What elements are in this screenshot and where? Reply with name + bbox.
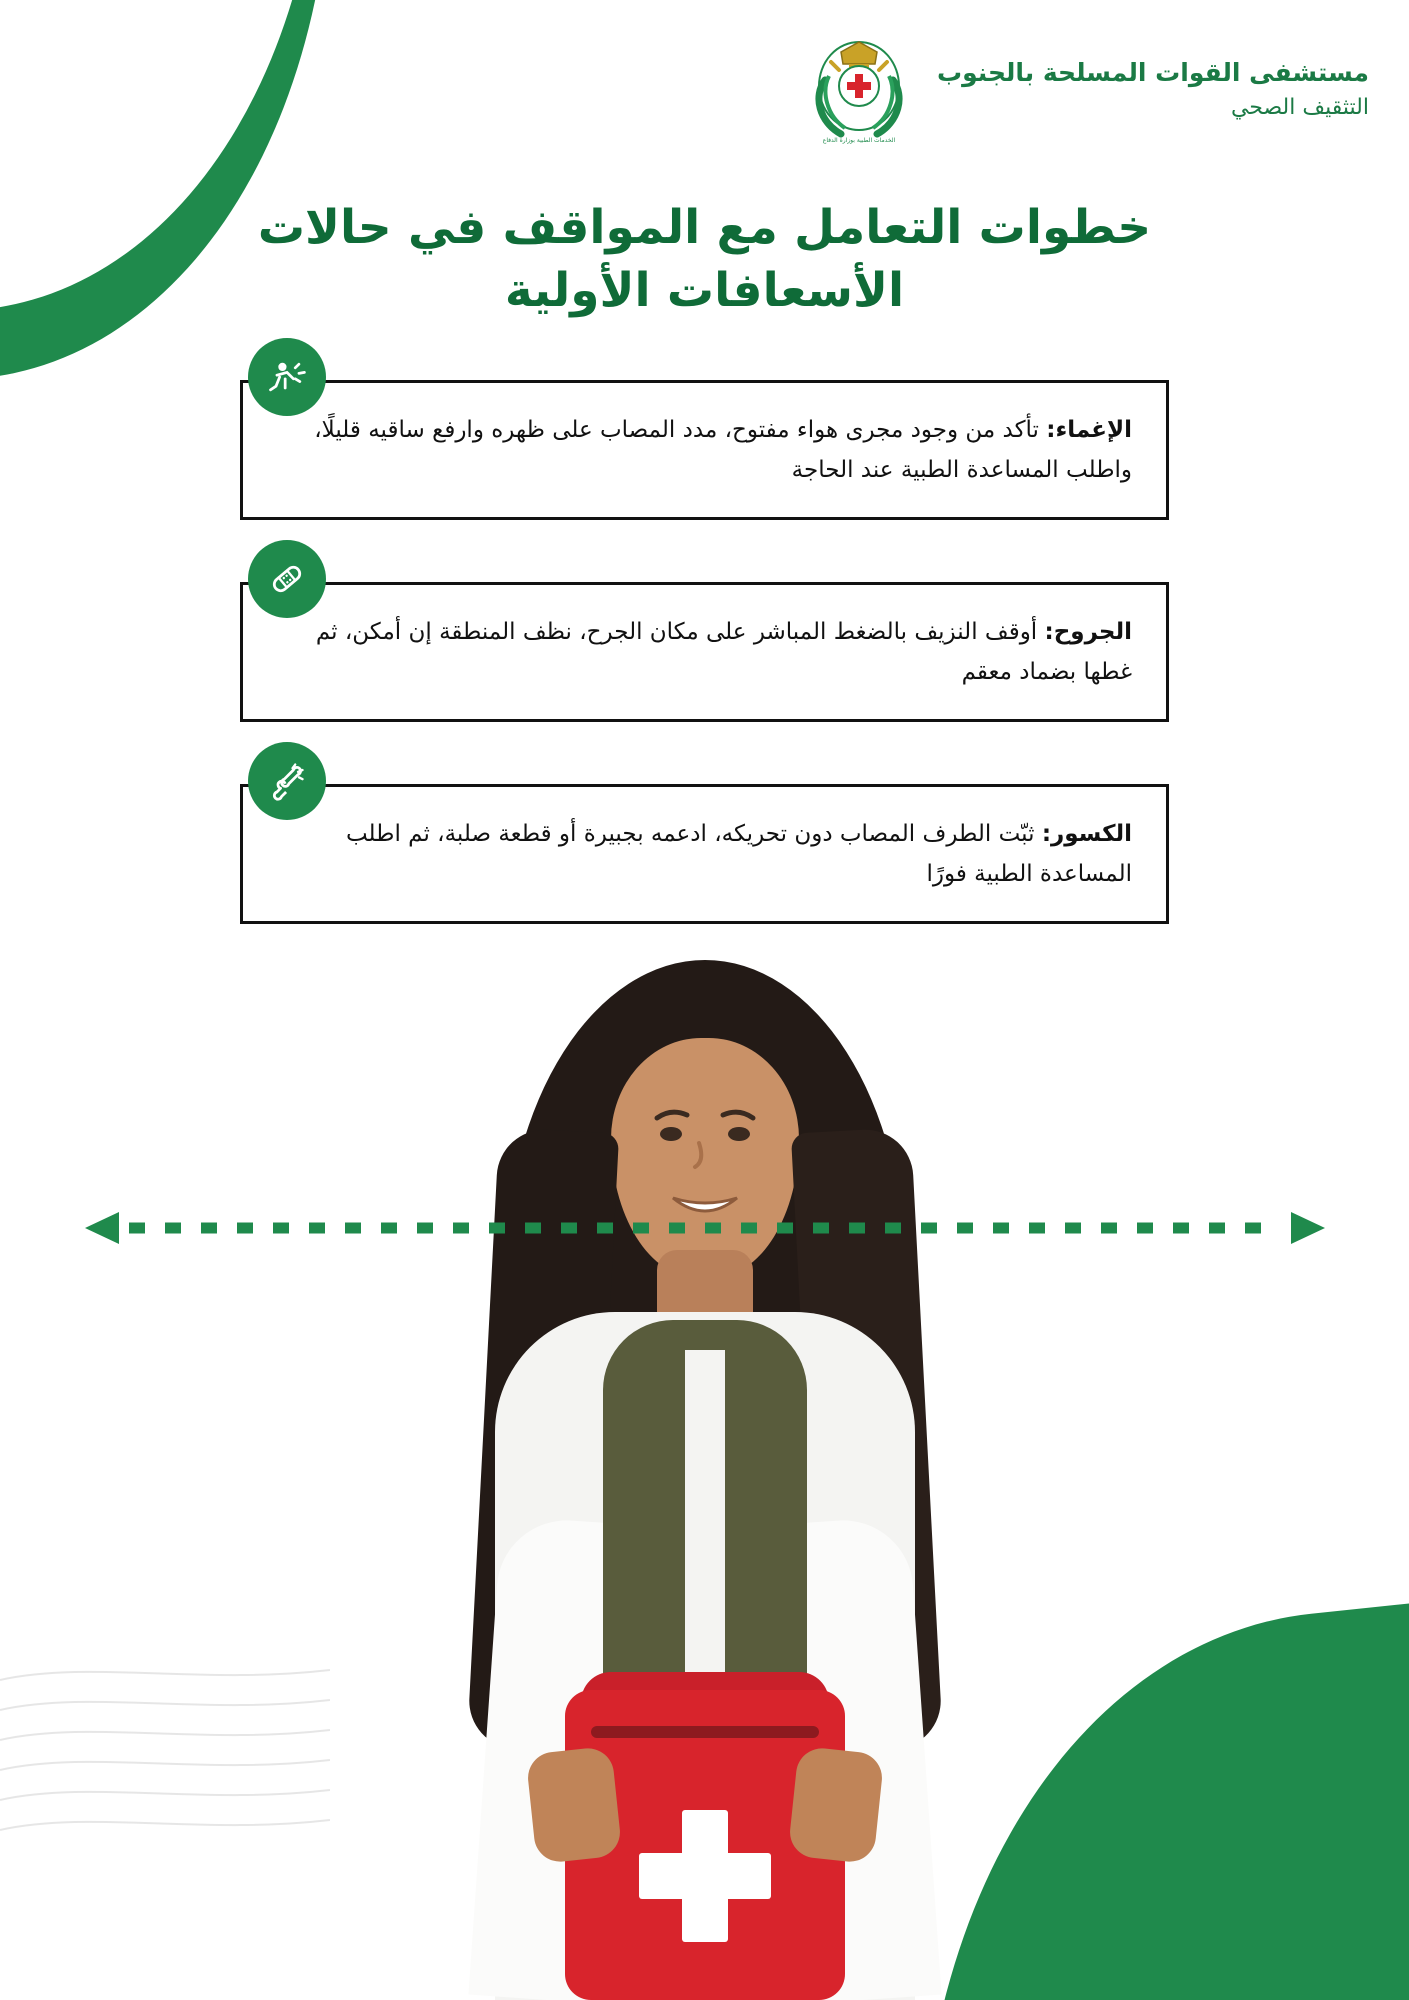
card-fractures-heading: الكسور:	[1041, 820, 1132, 847]
hospital-name: مستشفى القوات المسلحة بالجنوب	[937, 57, 1369, 87]
first-aid-cards	[240, 380, 1169, 986]
broken-bone-icon	[248, 742, 326, 820]
card-fainting-box	[240, 380, 1169, 520]
card-fainting-heading: الإغماء:	[1046, 416, 1132, 443]
department-name: التثقيف الصحي	[1230, 95, 1369, 121]
dotted-double-arrow-divider	[85, 1210, 1325, 1246]
hand-right	[787, 1746, 884, 1864]
card-wounds	[240, 582, 1169, 722]
medical-cross-icon-bar	[639, 1853, 771, 1899]
first-aid-kit-zipper	[591, 1726, 819, 1738]
header	[805, 30, 1369, 148]
card-wounds-box	[240, 582, 1169, 722]
card-fractures	[240, 784, 1169, 924]
card-fractures-body: ثبّت الطرف المصاب دون تحريكه، ادعمه بجبيرة أو قطعة صلبة، ثم اطلب المساعدة الطبية فورًا	[345, 820, 1132, 887]
card-fractures-box	[240, 784, 1169, 924]
card-fainting-text	[277, 410, 1132, 491]
svg-text:الخدمات الطبية بوزارة الدفاع: الخدمات الطبية بوزارة الدفاع	[822, 137, 896, 144]
girl-holding-first-aid-kit	[375, 920, 1035, 2000]
bandage-icon	[248, 540, 326, 618]
card-wounds-heading: الجروح:	[1044, 618, 1132, 645]
armed-forces-hospital-logo	[805, 30, 913, 148]
card-fainting	[240, 380, 1169, 520]
card-fractures-text	[277, 814, 1132, 895]
decorative-wave-lines	[0, 1650, 330, 1890]
card-wounds-body: أوقف النزيف بالضغط المباشر على مكان الجرح، نظف المنطقة إن أمكن، ثم غطها بضماد معقم	[315, 618, 1132, 685]
card-wounds-text	[277, 612, 1132, 693]
header-text-block	[937, 54, 1369, 125]
card-fainting-body: تأكد من وجود مجرى هواء مفتوح، مدد المصاب على ظهره وارفع ساقيه قليلًا، واطلب المساعدة الطبية عند الحاجة	[314, 416, 1132, 483]
fainting-person-icon	[248, 338, 326, 416]
page-title: خطوات التعامل مع المواقف في حالات الأسعافات الأولية	[257, 200, 1152, 319]
hand-left	[525, 1746, 622, 1864]
